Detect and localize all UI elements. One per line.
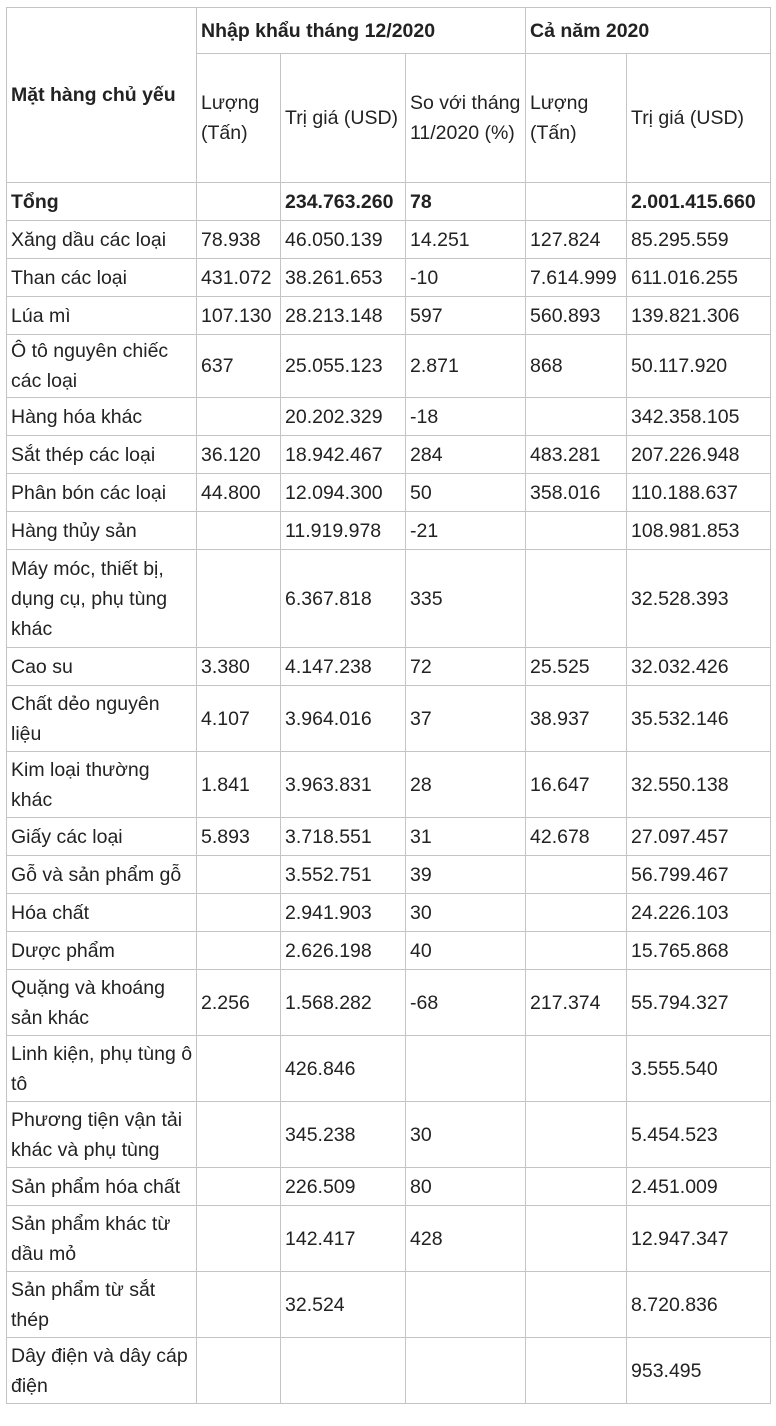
row-item-name: Sản phẩm từ sắt thép	[7, 1272, 197, 1338]
row-year-qty	[526, 932, 627, 970]
row-month-qty: 107.130	[197, 297, 281, 335]
table-row	[7, 818, 771, 856]
header-month-value: Trị giá (USD)	[281, 54, 406, 183]
row-month-value: 2.626.198	[281, 932, 406, 970]
table-row	[7, 512, 771, 550]
row-item-name: Hàng hóa khác	[7, 398, 197, 436]
row-year-qty: 358.016	[526, 474, 627, 512]
row-month-compare: 428	[406, 1206, 526, 1272]
row-month-value: 6.367.818	[281, 550, 406, 648]
row-month-compare: 30	[406, 1102, 526, 1168]
row-item-name: Xăng dầu các loại	[7, 221, 197, 259]
row-year-qty: 127.824	[526, 221, 627, 259]
row-month-compare: 72	[406, 648, 526, 686]
table-row	[7, 297, 771, 335]
total-month-value: 234.763.260	[281, 183, 406, 221]
row-item-name: Ô tô nguyên chiếc các loại	[7, 335, 197, 398]
row-month-qty: 637	[197, 335, 281, 398]
row-month-qty	[197, 1102, 281, 1168]
row-month-compare: -18	[406, 398, 526, 436]
row-item-name: Quặng và khoáng sản khác	[7, 970, 197, 1036]
row-month-qty	[197, 1206, 281, 1272]
row-month-value: 46.050.139	[281, 221, 406, 259]
row-month-value: 1.568.282	[281, 970, 406, 1036]
row-item-name: Chất dẻo nguyên liệu	[7, 686, 197, 752]
row-month-compare: 40	[406, 932, 526, 970]
row-year-value: 24.226.103	[627, 894, 771, 932]
header-month-group: Nhập khẩu tháng 12/2020	[197, 8, 526, 54]
row-month-compare: -21	[406, 512, 526, 550]
table-row	[7, 398, 771, 436]
table-row	[7, 856, 771, 894]
row-month-qty: 3.380	[197, 648, 281, 686]
row-month-value: 3.552.751	[281, 856, 406, 894]
row-item-name: Than các loại	[7, 259, 197, 297]
row-year-qty	[526, 1272, 627, 1338]
table-row	[7, 221, 771, 259]
row-item-name: Giấy các loại	[7, 818, 197, 856]
row-month-value: 38.261.653	[281, 259, 406, 297]
row-year-qty: 38.937	[526, 686, 627, 752]
row-year-value: 32.032.426	[627, 648, 771, 686]
row-month-compare	[406, 1036, 526, 1102]
header-year-value: Trị giá (USD)	[627, 54, 771, 183]
row-month-qty	[197, 932, 281, 970]
row-month-qty	[197, 398, 281, 436]
row-month-qty: 78.938	[197, 221, 281, 259]
row-item-name: Kim loại thường khác	[7, 752, 197, 818]
row-month-compare: -10	[406, 259, 526, 297]
total-month-compare: 78	[406, 183, 526, 221]
row-year-qty: 217.374	[526, 970, 627, 1036]
table-row	[7, 686, 771, 752]
row-year-qty: 7.614.999	[526, 259, 627, 297]
row-month-compare: -68	[406, 970, 526, 1036]
row-year-qty	[526, 894, 627, 932]
row-year-qty: 16.647	[526, 752, 627, 818]
import-table	[6, 7, 771, 1404]
row-year-value: 27.097.457	[627, 818, 771, 856]
row-month-qty	[197, 1168, 281, 1206]
total-label: Tổng	[7, 183, 197, 221]
row-year-value: 55.794.327	[627, 970, 771, 1036]
total-row	[7, 183, 771, 221]
row-year-value: 5.454.523	[627, 1102, 771, 1168]
row-month-compare: 30	[406, 894, 526, 932]
row-month-compare	[406, 1338, 526, 1404]
row-month-value: 3.718.551	[281, 818, 406, 856]
row-year-value: 2.451.009	[627, 1168, 771, 1206]
row-month-compare	[406, 1272, 526, 1338]
table-row	[7, 1102, 771, 1168]
row-month-qty	[197, 894, 281, 932]
table-row	[7, 1168, 771, 1206]
row-month-qty	[197, 512, 281, 550]
row-item-name: Sắt thép các loại	[7, 436, 197, 474]
table-row	[7, 1338, 771, 1404]
row-month-value: 345.238	[281, 1102, 406, 1168]
row-month-compare: 597	[406, 297, 526, 335]
row-month-qty	[197, 1036, 281, 1102]
row-item-name: Phân bón các loại	[7, 474, 197, 512]
row-year-value: 611.016.255	[627, 259, 771, 297]
row-month-qty: 5.893	[197, 818, 281, 856]
row-month-compare: 31	[406, 818, 526, 856]
row-month-compare: 28	[406, 752, 526, 818]
row-year-qty: 868	[526, 335, 627, 398]
row-item-name: Dược phẩm	[7, 932, 197, 970]
row-month-value: 226.509	[281, 1168, 406, 1206]
row-year-value: 207.226.948	[627, 436, 771, 474]
row-year-value: 15.765.868	[627, 932, 771, 970]
row-item-name: Lúa mì	[7, 297, 197, 335]
table-row	[7, 436, 771, 474]
row-month-compare: 39	[406, 856, 526, 894]
row-month-qty: 2.256	[197, 970, 281, 1036]
row-item-name: Hóa chất	[7, 894, 197, 932]
header-month-qty: Lượng (Tấn)	[197, 54, 281, 183]
header-year-group: Cả năm 2020	[526, 8, 771, 54]
table-row	[7, 648, 771, 686]
row-month-value: 3.963.831	[281, 752, 406, 818]
table-row	[7, 550, 771, 648]
header-row-group	[7, 8, 771, 54]
row-year-qty: 42.678	[526, 818, 627, 856]
row-item-name: Sản phẩm khác từ dầu mỏ	[7, 1206, 197, 1272]
table-row	[7, 335, 771, 398]
row-year-value: 108.981.853	[627, 512, 771, 550]
row-year-qty	[526, 512, 627, 550]
row-month-compare: 335	[406, 550, 526, 648]
row-year-value: 32.528.393	[627, 550, 771, 648]
row-year-value: 139.821.306	[627, 297, 771, 335]
table-row	[7, 1206, 771, 1272]
table-row	[7, 474, 771, 512]
row-month-value: 32.524	[281, 1272, 406, 1338]
row-month-qty: 4.107	[197, 686, 281, 752]
header-item-col: Mặt hàng chủ yếu	[7, 8, 197, 183]
row-month-value: 3.964.016	[281, 686, 406, 752]
row-item-name: Cao su	[7, 648, 197, 686]
row-month-value: 25.055.123	[281, 335, 406, 398]
row-year-qty	[526, 1338, 627, 1404]
row-year-qty	[526, 550, 627, 648]
row-month-compare: 37	[406, 686, 526, 752]
row-item-name: Gỗ và sản phẩm gỗ	[7, 856, 197, 894]
row-month-value: 4.147.238	[281, 648, 406, 686]
row-year-qty	[526, 1102, 627, 1168]
row-year-value: 3.555.540	[627, 1036, 771, 1102]
table-row	[7, 259, 771, 297]
row-year-value: 85.295.559	[627, 221, 771, 259]
total-year-value: 2.001.415.660	[627, 183, 771, 221]
row-month-value	[281, 1338, 406, 1404]
row-month-value: 20.202.329	[281, 398, 406, 436]
row-year-value: 32.550.138	[627, 752, 771, 818]
row-month-qty	[197, 550, 281, 648]
row-year-value: 8.720.836	[627, 1272, 771, 1338]
table-row	[7, 1272, 771, 1338]
row-month-value: 28.213.148	[281, 297, 406, 335]
row-month-qty	[197, 856, 281, 894]
row-item-name: Sản phẩm hóa chất	[7, 1168, 197, 1206]
row-item-name: Phương tiện vận tải khác và phụ tùng	[7, 1102, 197, 1168]
row-year-qty: 483.281	[526, 436, 627, 474]
row-item-name: Hàng thủy sản	[7, 512, 197, 550]
row-month-value: 11.919.978	[281, 512, 406, 550]
row-month-qty	[197, 1272, 281, 1338]
row-year-qty: 25.525	[526, 648, 627, 686]
row-month-qty: 36.120	[197, 436, 281, 474]
row-year-value: 50.117.920	[627, 335, 771, 398]
row-year-value: 12.947.347	[627, 1206, 771, 1272]
row-year-qty	[526, 1168, 627, 1206]
table-row	[7, 894, 771, 932]
row-year-qty: 560.893	[526, 297, 627, 335]
row-year-qty	[526, 398, 627, 436]
row-year-value: 35.532.146	[627, 686, 771, 752]
table-row	[7, 1036, 771, 1102]
total-month-qty	[197, 183, 281, 221]
row-item-name: Linh kiện, phụ tùng ô tô	[7, 1036, 197, 1102]
row-year-value: 56.799.467	[627, 856, 771, 894]
row-month-qty	[197, 1338, 281, 1404]
table-row	[7, 970, 771, 1036]
row-month-qty: 44.800	[197, 474, 281, 512]
row-year-value: 953.495	[627, 1338, 771, 1404]
row-month-compare: 50	[406, 474, 526, 512]
row-year-qty	[526, 1036, 627, 1102]
header-year-qty: Lượng (Tấn)	[526, 54, 627, 183]
header-month-compare: So với tháng 11/2020 (%)	[406, 54, 526, 183]
row-month-value: 426.846	[281, 1036, 406, 1102]
row-month-value: 142.417	[281, 1206, 406, 1272]
row-year-value: 110.188.637	[627, 474, 771, 512]
row-month-compare: 2.871	[406, 335, 526, 398]
row-year-qty	[526, 856, 627, 894]
row-month-value: 2.941.903	[281, 894, 406, 932]
row-month-value: 12.094.300	[281, 474, 406, 512]
row-item-name: Dây điện và dây cáp điện	[7, 1338, 197, 1404]
table-row	[7, 932, 771, 970]
row-month-qty: 1.841	[197, 752, 281, 818]
row-month-compare: 80	[406, 1168, 526, 1206]
row-month-qty: 431.072	[197, 259, 281, 297]
row-year-value: 342.358.105	[627, 398, 771, 436]
row-month-compare: 14.251	[406, 221, 526, 259]
table-row	[7, 752, 771, 818]
row-year-qty	[526, 1206, 627, 1272]
total-year-qty	[526, 183, 627, 221]
row-item-name: Máy móc, thiết bị, dụng cụ, phụ tùng khác	[7, 550, 197, 648]
row-month-value: 18.942.467	[281, 436, 406, 474]
row-month-compare: 284	[406, 436, 526, 474]
